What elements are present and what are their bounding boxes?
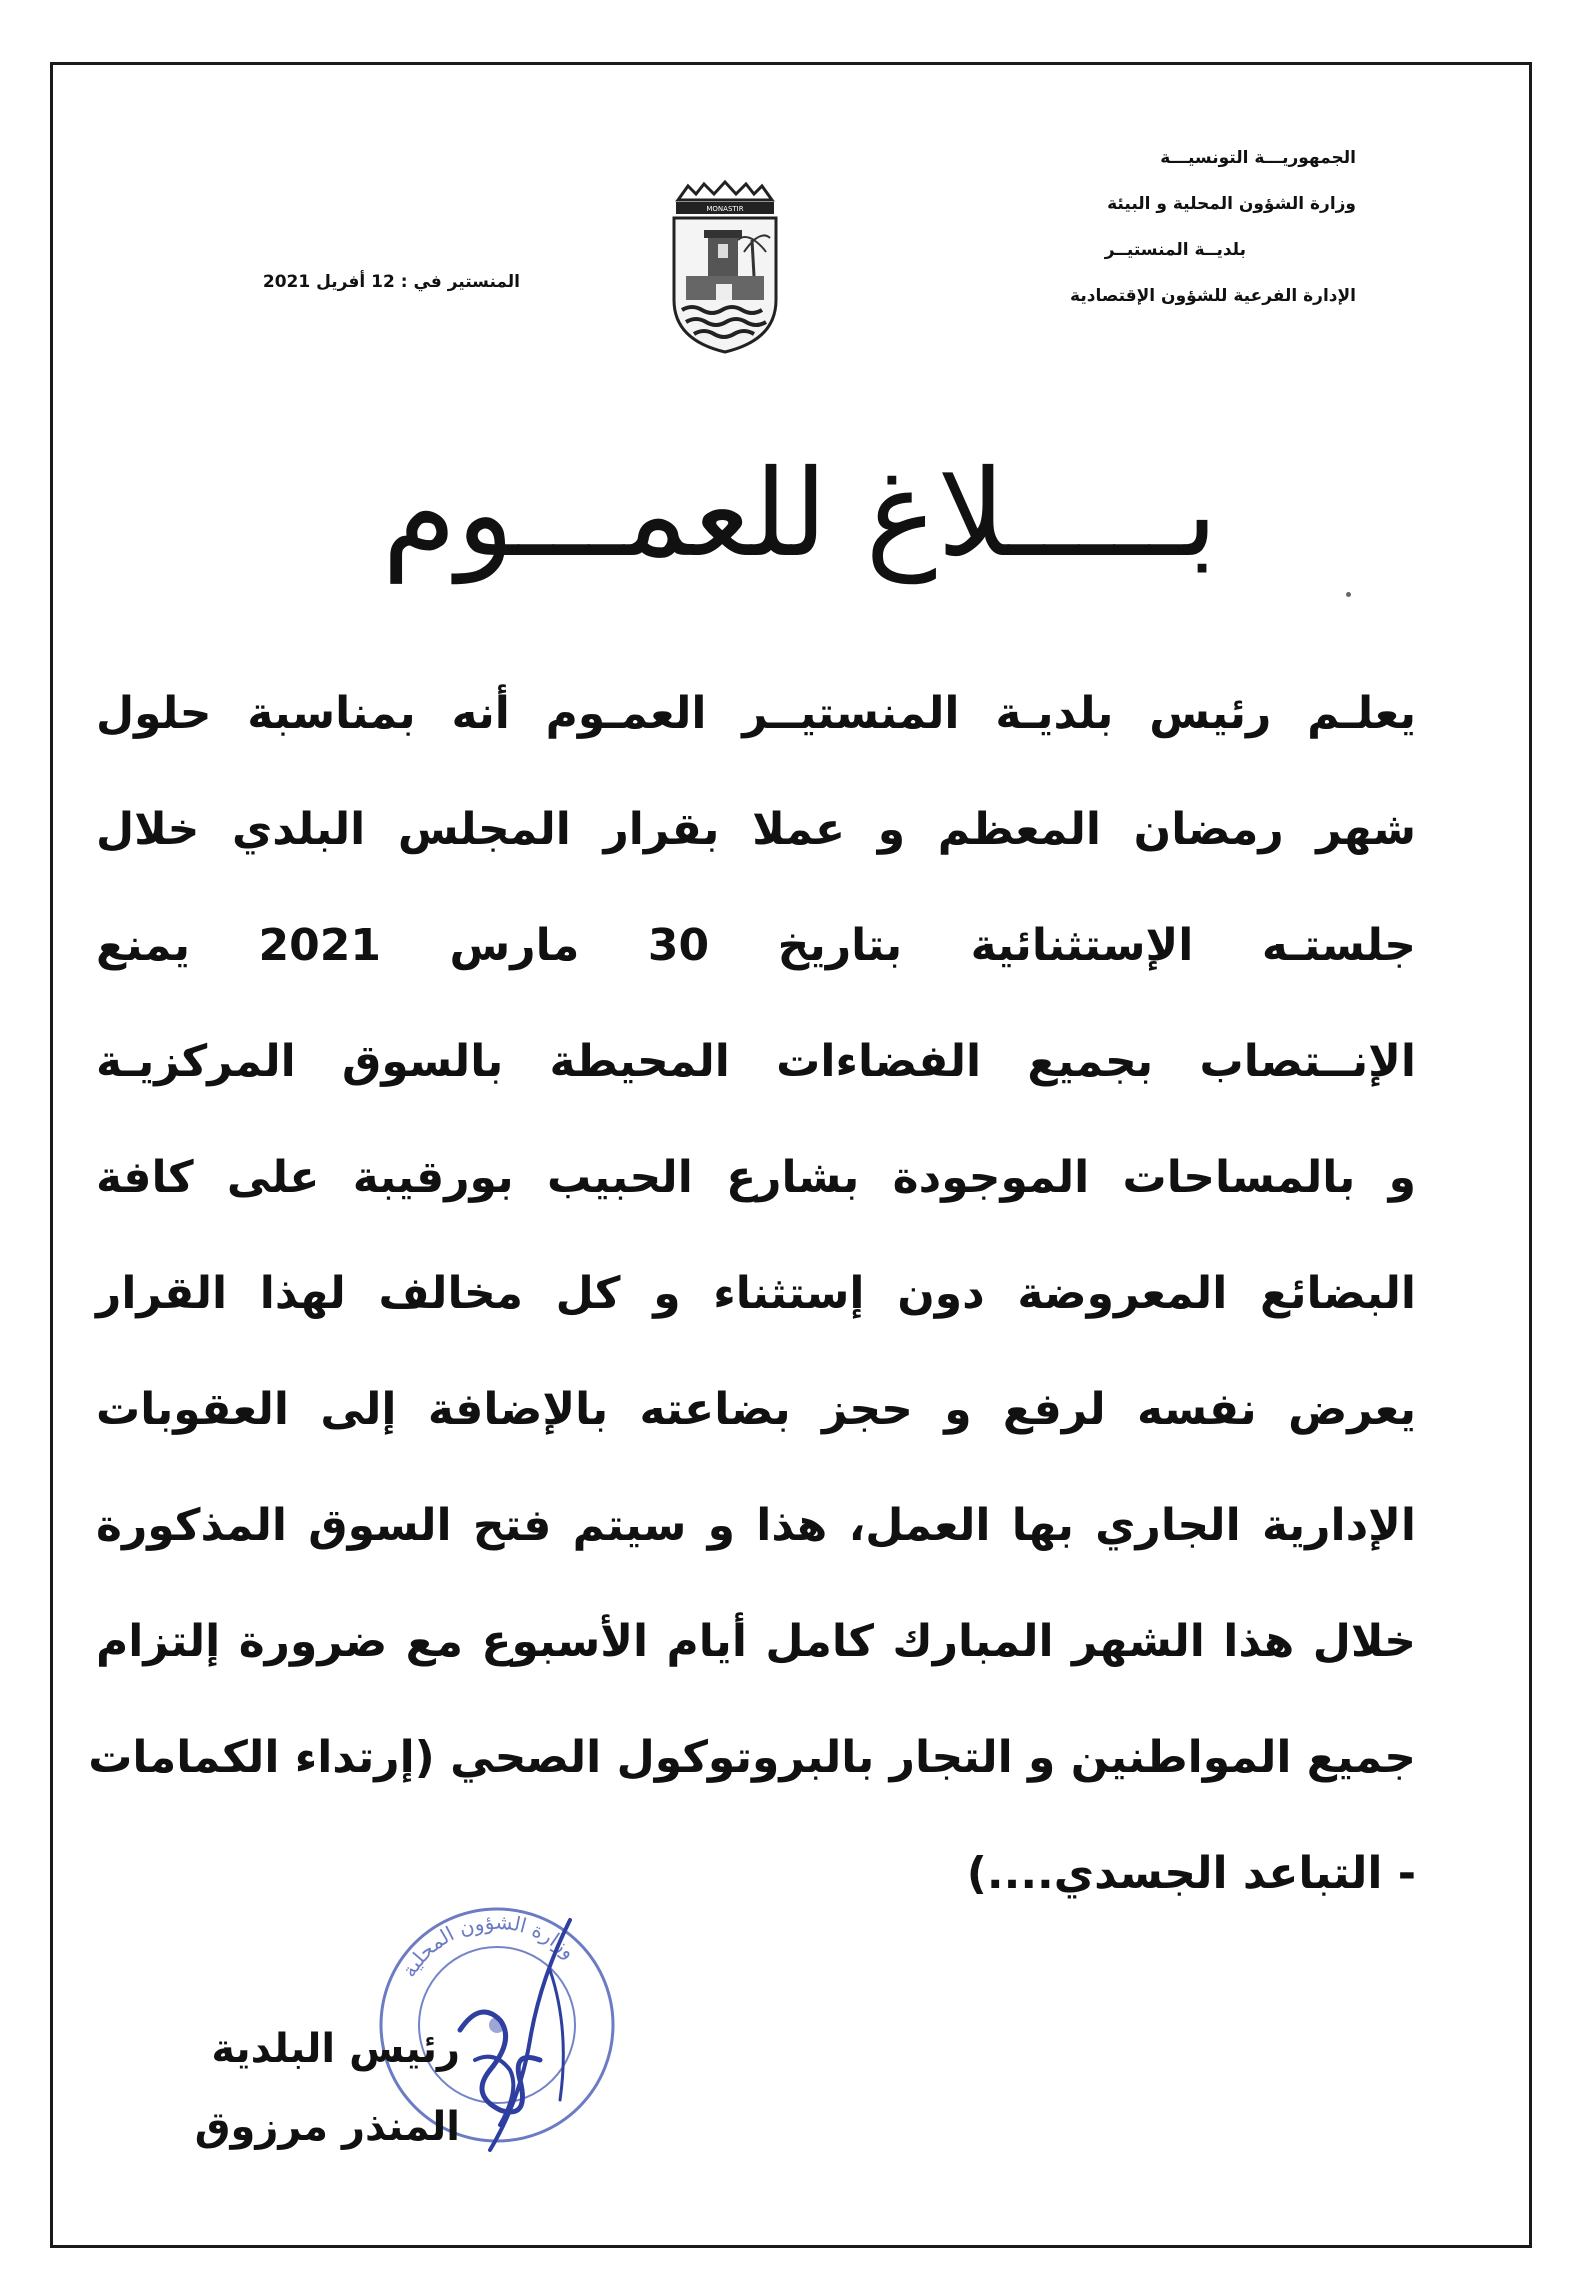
signature-block: [160, 2010, 460, 2166]
letterhead-line-ministry: وزارة الشؤون المحلية و البيئة: [1107, 194, 1356, 214]
body-line: جلستـه الإستثنائية بتاريخ 30 مارس 2021 يمنع: [96, 920, 1416, 971]
signature-name: المنذر مرزوق: [194, 2104, 460, 2150]
body-line: خلال هذا الشهر المبارك كامل أيام الأسبوع مع ضرورة إلتزام: [96, 1616, 1416, 1667]
body-line: يعلـم رئيس بلديـة المنستيــر العمـوم أنه بمناسبة حلول: [96, 688, 1416, 739]
document-title: بـــــلاغ للعمـــوم: [382, 445, 1218, 584]
stamp-text: وزارة الشؤون المحلية: [396, 1909, 581, 1982]
scan-speck: [1346, 592, 1351, 597]
body-line: جميع المواطنين و التجار بالبروتوكول الصحي (إرتداء الكمامات: [88, 1732, 1416, 1783]
body-line: شهر رمضان المعظم و عملا بقرار المجلس البلدي خلال: [96, 804, 1416, 855]
announcement-body: [88, 656, 1416, 1932]
letterhead-line-municipality: بلديــة المنستيــر: [1104, 240, 1246, 260]
signature-title: رئيس البلدية: [211, 2026, 460, 2072]
monastir-coat-of-arms-icon: [668, 180, 782, 354]
body-line: و بالمساحات الموجودة بشارع الحبيب بورقيبة على كافة: [96, 1152, 1416, 1203]
body-line: الإدارية الجاري بها العمل، هذا و سيتم فتح السوق المذكورة: [96, 1500, 1416, 1551]
body-line: الإنــتصاب بجميع الفضاءات المحيطة بالسوق المركزيـة: [96, 1036, 1416, 1087]
document-date: المنستير في : 12 أفريل 2021: [262, 272, 520, 292]
letterhead-line-republic: الجمهوريـــة التونسيـــة: [1160, 148, 1356, 168]
body-line: - التباعد الجسدي....): [966, 1848, 1416, 1899]
letterhead: [896, 150, 1356, 334]
body-line: يعرض نفسه لرفع و حجز بضاعته بالإضافة إلى العقوبات: [96, 1384, 1416, 1435]
body-line: البضائع المعروضة دون إستثناء و كل مخالف لهذا القرار: [96, 1268, 1416, 1319]
letterhead-line-department: الإدارة الفرعية للشؤون الإقتصادية: [1070, 286, 1356, 306]
emblem-text: MONASTIR: [706, 205, 744, 213]
